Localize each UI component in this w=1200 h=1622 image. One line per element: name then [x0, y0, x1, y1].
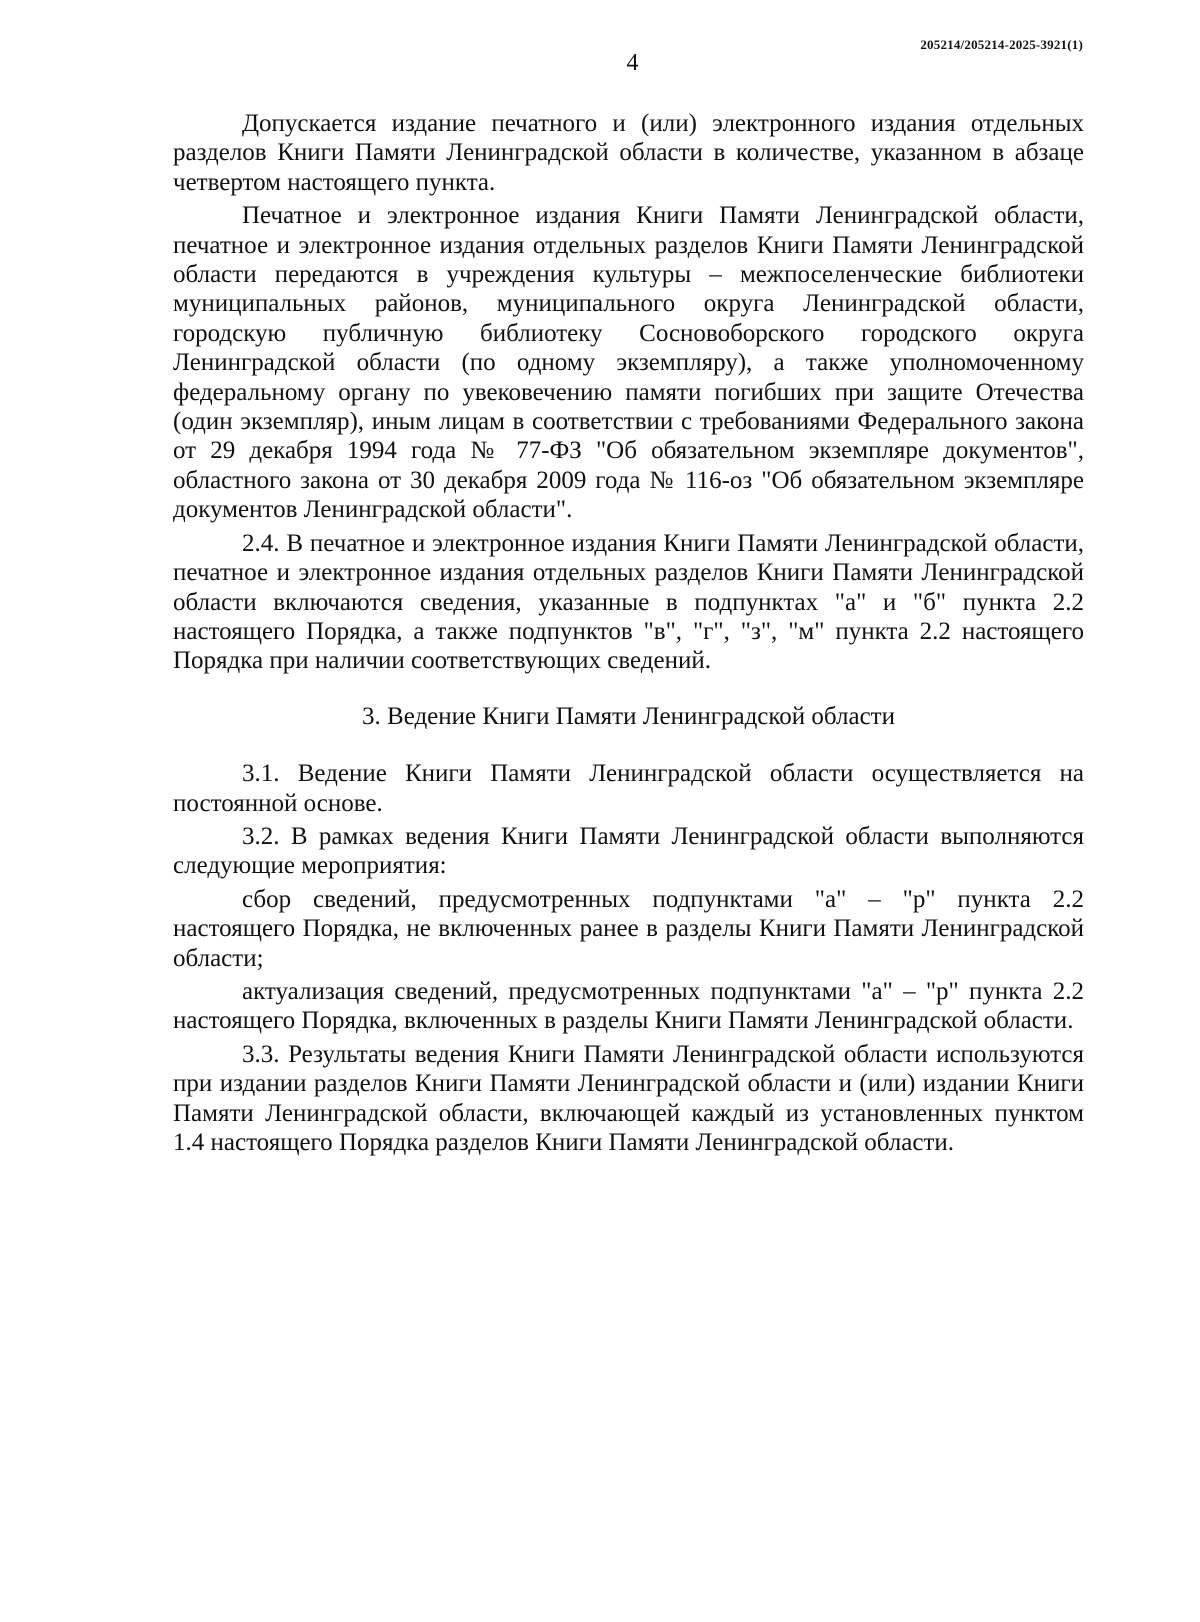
paragraph-collection: сбор сведений, предусмотренных подпунктами "а" – "р" пункта 2.2 настоящего Порядка, не включенных ранее в разделы Книги Памяти Ленинградской области; — [173, 885, 1084, 972]
page-number: 4 — [626, 50, 639, 76]
paragraph-3-2: 3.2. В рамках ведения Книги Памяти Ленинградской области выполняются следующие мероприятия: — [173, 822, 1084, 880]
paragraph-1: Допускается издание печатного и (или) электронного издания отдельных разделов Книги Памяти Ленинградской области в количестве, указанном в абзаце четвертом настоящего пункта. — [173, 110, 1084, 196]
paragraph-3-3: 3.3. Результаты ведения Книги Памяти Ленинградской области используются при издании разделов Книги Памяти Ленинградской области и (или) издании Книги Памяти Ленинградской области, включающей каждый из установленных пунктом 1.4 настоящего Порядка разделов Книги Памяти Ленинградской области. — [173, 1040, 1084, 1156]
paragraph-3-1: 3.1. Ведение Книги Памяти Ленинградской области осуществляется на постоянной основе. — [173, 760, 1084, 817]
paragraph-update: актуализация сведений, предусмотренных подпунктами "а" – "р" пункта 2.2 настоящего Порядка, включенных в разделы Книги Памяти Ленинградской области. — [173, 977, 1084, 1035]
document-id: 205214/205214-2025-3921(1) — [920, 37, 1083, 52]
document-body — [173, 109, 1084, 1161]
section-heading: 3. Ведение Книги Памяти Ленинградской области — [362, 702, 895, 730]
paragraph-2: Печатное и электронное издания Книги Памяти Ленинградской области, печатное и электронное издания отдельных разделов Книги Памяти Ленинградской области передаются в учреждения культуры – межпоселенческие библиотеки муниципальных районов, муниципального округа Ленинградской области, городскую публичную библиотеку Сосновоборского городского округа Ленинградской области (по одному экземпляру), а также уполномоченному федеральному органу по увековечению памяти погибших при защите Отечества (один экземпляр), иным лицам в соответствии с требованиями Федерального закона от 29 декабря 1994 года № 77-ФЗ "Об обязательном экземпляре документов", областного закона от 30 декабря 2009 года № 116-оз "Об обязательном экземпляре документов Ленинградской области". — [173, 202, 1084, 524]
paragraph-2-4: 2.4. В печатное и электронное издания Книги Памяти Ленинградской области, печатное и электронное издания отдельных разделов Книги Памяти Ленинградской области включаются сведения, указанные в подпунктах "а" и "б" пункта 2.2 настоящего Порядка, а также подпунктов "в", "г", "з", "м" пункта 2.2 настоящего Порядка при наличии соответствующих сведений. — [173, 529, 1084, 675]
